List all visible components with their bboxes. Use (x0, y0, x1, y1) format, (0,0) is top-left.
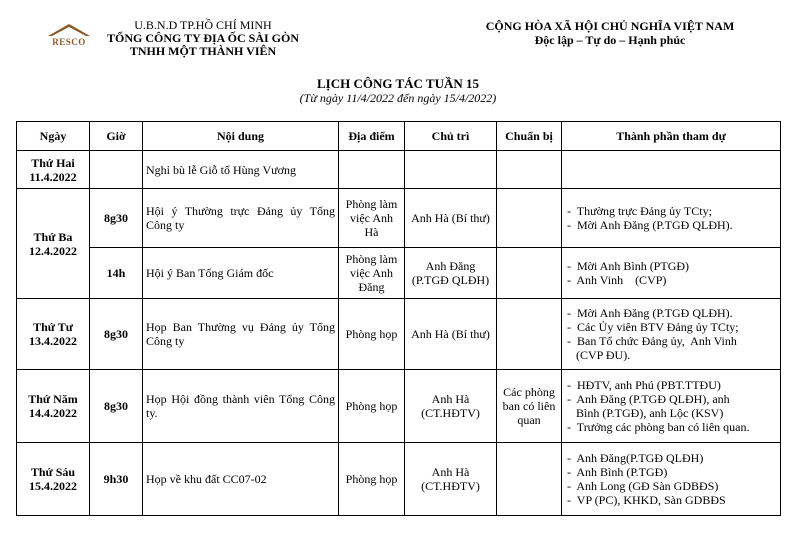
table-row (17, 443, 781, 516)
day-name: Thứ Hai (31, 155, 75, 170)
place-cell: Phòng làm việc Anh Hà (339, 189, 405, 248)
day-date: 15.4.2022 (29, 479, 77, 493)
participant-line: - Ban Tổ chức Đảng ủy, Anh Vinh (567, 334, 737, 348)
prep-cell (497, 189, 562, 248)
col-header-prep: Chuẩn bị (497, 122, 562, 151)
prep-cell: Các phòng ban có liên quan (497, 370, 562, 443)
participant-line: - Mời Anh Đăng (P.TGĐ QLĐH). (567, 306, 733, 320)
participants-cell (562, 151, 781, 189)
content-cell: Họp về khu đất CC07-02 (143, 443, 339, 516)
content-cell: Hội ý Thường trực Đảng ủy Tổng Công ty (143, 189, 339, 248)
place-cell: Phòng họp (339, 370, 405, 443)
participant-line: - HĐTV, anh Phú (PBT.TTĐU) (567, 378, 721, 392)
day-name: Thứ Ba (33, 229, 73, 244)
participants-cell (562, 189, 781, 248)
participant-line: - Anh Đăng(P.TGĐ QLĐH) (567, 451, 704, 465)
prep-cell (497, 443, 562, 516)
day-name: Thứ Năm (28, 392, 78, 406)
schedule-table (16, 121, 781, 516)
org-line-3: TNHH MỘT THÀNH VIÊN (129, 44, 277, 58)
host-cell: Anh Hà (Bí thư) (405, 299, 497, 370)
time-cell: 8g30 (90, 299, 143, 370)
participants-cell (562, 299, 781, 370)
document-subtitle: (Từ ngày 11/4/2022 đến ngày 15/4/2022) (299, 91, 497, 105)
participant-line: - Mời Anh Đăng (P.TGĐ QLĐH). (567, 218, 733, 232)
participant-line: - Trưởng các phòng ban có liên quan. (567, 420, 750, 434)
host-cell (405, 151, 497, 189)
org-line-1: U.B.N.D TP.HỒ CHÍ MINH (134, 18, 272, 32)
content-cell: Họp Hội đồng thành viên Tổng Công ty. (143, 370, 339, 443)
col-header-place: Địa điểm (339, 122, 405, 151)
day-cell (17, 151, 90, 189)
participant-line: - Các Ủy viên BTV Đảng ủy TCty; (567, 320, 739, 334)
participant-line: (CVP ĐU). (567, 348, 631, 362)
participant-line: - VP (PC), KHKD, Sàn GDBĐS (567, 493, 726, 507)
day-name: Thứ Tư (33, 320, 73, 334)
participants-cell (562, 370, 781, 443)
content-cell: Họp Ban Thường vụ Đảng ủy Tổng Công ty (143, 299, 339, 370)
roof-icon (48, 23, 90, 37)
host-cell: Anh Hà (CT.HĐTV) (405, 370, 497, 443)
participant-line: Bình (P.TGĐ), anh Lộc (KSV) (567, 406, 724, 420)
org-line-2: TỔNG CÔNG TY ĐỊA ỐC SÀI GÒN (106, 31, 300, 45)
participant-line: - Mời Anh Bình (PTGĐ) (567, 259, 690, 273)
participant-line: - Anh Đăng (P.TGĐ QLĐH), anh (567, 392, 730, 406)
time-cell: 9h30 (90, 443, 143, 516)
table-row (17, 299, 781, 370)
col-header-host: Chủ trì (405, 122, 497, 151)
table-row (17, 370, 781, 443)
prep-cell (497, 248, 562, 299)
day-date: 14.4.2022 (29, 406, 77, 420)
prep-cell (497, 151, 562, 189)
table-header-row (17, 122, 781, 151)
document-title: LỊCH CÔNG TÁC TUẦN 15 (316, 76, 480, 91)
content-cell: Nghỉ bù lễ Giỗ tổ Hùng Vương (143, 151, 339, 189)
day-date: 12.4.2022 (29, 243, 77, 258)
day-date: 11.4.2022 (29, 169, 77, 184)
place-cell: Phòng họp (339, 443, 405, 516)
national-header (460, 19, 760, 47)
table-row (17, 248, 781, 299)
col-header-content: Nội dung (143, 122, 339, 151)
participant-line: - Anh Bình (P.TGĐ) (567, 465, 668, 479)
place-cell: Phòng làm việc Anh Đăng (339, 248, 405, 299)
col-header-participants: Thành phần tham dự (562, 122, 781, 151)
participant-line: - Anh Vinh (CVP) (567, 273, 667, 287)
day-cell (17, 370, 90, 443)
content-cell: Hội ý Ban Tổng Giám đốc (143, 248, 339, 299)
day-date: 13.4.2022 (29, 334, 77, 348)
place-cell: Phòng họp (339, 299, 405, 370)
prep-cell (497, 299, 562, 370)
host-cell: Anh Đăng (P.TGĐ QLĐH) (405, 248, 497, 299)
day-name: Thứ Sáu (30, 465, 76, 479)
time-cell: 14h (90, 248, 143, 299)
col-header-day: Ngày (17, 122, 90, 151)
time-cell: 8g30 (90, 189, 143, 248)
day-cell (17, 299, 90, 370)
participant-line: - Thường trực Đảng ủy TCty; (567, 204, 712, 218)
resco-logo (44, 23, 94, 49)
host-cell: Anh Hà (Bí thư) (405, 189, 497, 248)
logo-text: RESCO (52, 37, 86, 47)
col-header-time: Giờ (90, 122, 143, 151)
organization-header (88, 19, 318, 58)
place-cell (339, 151, 405, 189)
day-cell (17, 443, 90, 516)
host-cell: Anh Hà (CT.HĐTV) (405, 443, 497, 516)
national-motto: Độc lập – Tự do – Hạnh phúc (534, 33, 686, 47)
time-cell: 8g30 (90, 370, 143, 443)
table-row (17, 151, 781, 189)
day-cell (17, 189, 90, 299)
participant-line: - Anh Long (GĐ Sàn GDBĐS) (567, 479, 719, 493)
participants-cell (562, 443, 781, 516)
table-row (17, 189, 781, 248)
national-title: CỘNG HÒA XÃ HỘI CHỦ NGHĨA VIỆT NAM (485, 19, 735, 33)
time-cell (90, 151, 143, 189)
participants-cell (562, 248, 781, 299)
